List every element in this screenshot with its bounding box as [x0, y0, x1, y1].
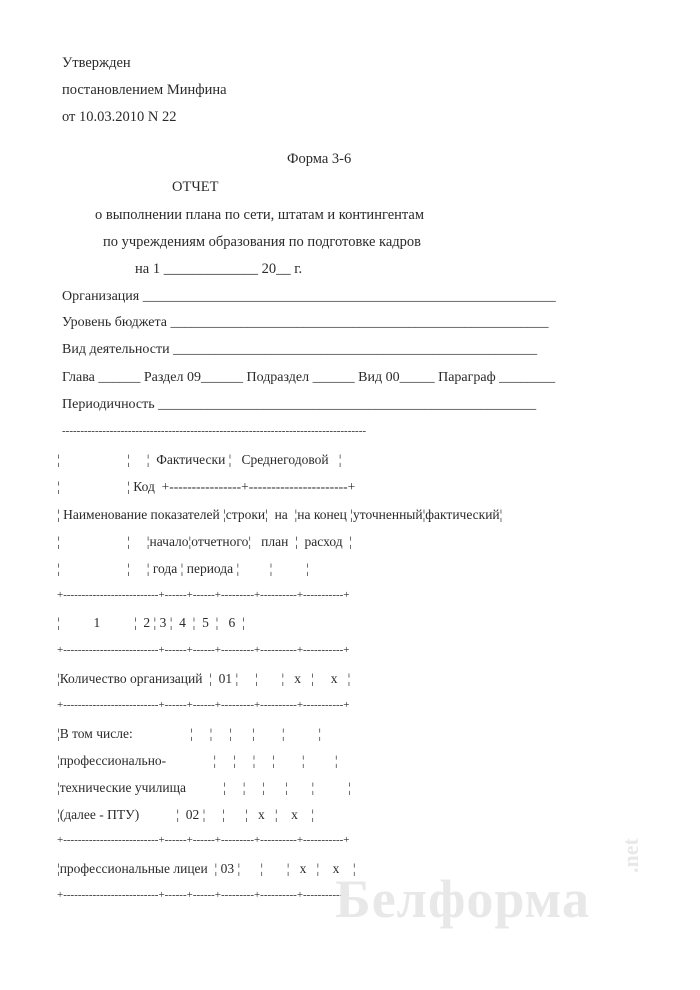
approved-line-2: постановлением Минфина: [62, 82, 227, 98]
table-column-numbers: ¦ 1 ¦ 2 ¦ 3 ¦ 4 ¦ 5 ¦ 6 ¦: [57, 615, 245, 630]
table-header-row: ¦ ¦ ¦ Фактически ¦ Среднегодовой ¦: [57, 452, 342, 467]
table-separator: +--------------------------+------+------+---------+----------+-----------+: [57, 889, 350, 901]
table-row: ¦профессионально- ¦ ¦ ¦ ¦ ¦ ¦: [57, 753, 338, 768]
periodicity-field: Периодичность ______________________________________________________: [62, 397, 537, 412]
approved-line-3: от 10.03.2010 N 22: [62, 109, 177, 125]
codes-field: Глава ______ Раздел 09______ Подраздел ______ Вид 00_____ Параграф ________: [62, 370, 556, 385]
table-separator: +--------------------------+------+------+---------+----------+-----------+: [57, 644, 350, 656]
report-subtitle-1: о выполнении плана по сети, штатам и контингентам: [95, 207, 425, 223]
table-row: ¦(далее - ПТУ) ¦ 02 ¦ ¦ ¦ x ¦ x ¦: [57, 807, 315, 822]
table-row: ¦технические училища ¦ ¦ ¦ ¦ ¦ ¦: [57, 780, 351, 795]
table-header-row: ¦ Наименование показателей ¦строки¦ на ¦на конец ¦уточненный¦фактический¦: [57, 507, 503, 522]
table-row: ¦Количество организаций ¦ 01 ¦ ¦ ¦ x ¦ x ¦: [57, 671, 351, 686]
table-separator: +--------------------------+------+------+---------+----------+-----------+: [57, 589, 350, 601]
activity-field: Вид деятельности ____________________________________________________: [62, 342, 538, 357]
table-header-row: ¦ ¦ ¦ года ¦ периода ¦ ¦ ¦: [57, 561, 309, 576]
report-subtitle-2: по учреждениям образования по подготовке кадров: [103, 234, 422, 250]
watermark-suffix: .net: [618, 838, 643, 873]
table-row: ¦профессиональные лицеи ¦ 03 ¦ ¦ ¦ x ¦ x ¦: [57, 861, 356, 876]
approved-line-1: Утвержден: [62, 55, 131, 71]
table-header-row: ¦ ¦ Код +----------------+----------------------+: [57, 479, 356, 494]
organization-field: Организация ___________________________________________________________: [62, 289, 556, 304]
report-title: ОТЧЕТ: [172, 179, 219, 195]
table-separator: +--------------------------+------+------+---------+----------+-----------+: [57, 699, 350, 711]
budget-level-field: Уровень бюджета ______________________________________________________: [62, 315, 549, 330]
table-header-row: ¦ ¦ ¦начало¦отчетного¦ план ¦ расход ¦: [57, 534, 353, 549]
table-row: ¦В том числе: ¦ ¦ ¦ ¦ ¦ ¦: [57, 726, 322, 741]
watermark-logo: Белформа: [335, 869, 590, 929]
report-date-line: на 1 _____________ 20__ г.: [135, 261, 303, 277]
table-top-rule: -----------------------------------------------------------------------------------: [62, 425, 367, 437]
table-separator: +--------------------------+------+------+---------+----------+-----------+: [57, 834, 350, 846]
form-number: Форма 3-6: [287, 151, 352, 167]
